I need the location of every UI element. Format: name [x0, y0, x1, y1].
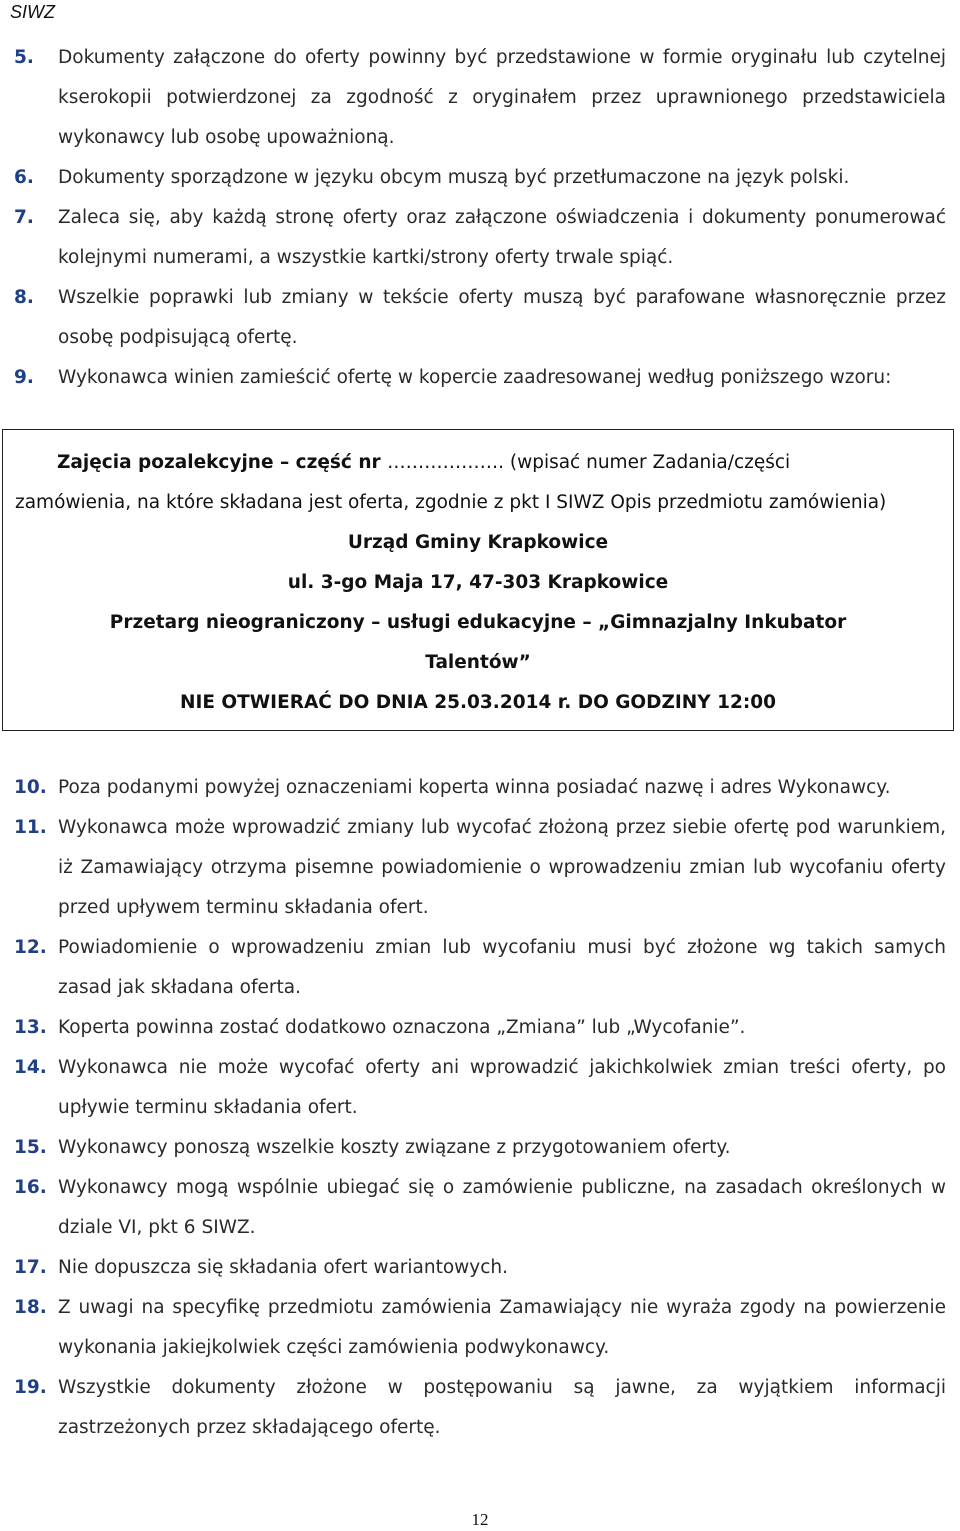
item-number: 6. — [14, 167, 34, 188]
item-text: Zaleca się, aby każdą stronę oferty oraz załączone oświadczenia i dokumenty ponumerować kolejnymi numerami, a wszystkie kartki/strony oferty trwale spiąć. — [58, 207, 946, 268]
envelope-recipient: Urząd Gminy Krapkowice — [347, 532, 609, 553]
item-text: Wszelkie poprawki lub zmiany w tekście oferty muszą być parafowane własnoręcznie przez osobę podpisującą ofertę. — [58, 287, 946, 348]
envelope-tender-title-continued: Talentów” — [425, 652, 531, 673]
document-header-tag: SIWZ — [10, 2, 55, 22]
item-text: Wykonawcy ponoszą wszelkie koszty związane z przygotowaniem oferty. — [58, 1137, 731, 1158]
item-text: Wszystkie dokumenty złożone w postępowaniu są jawne, za wyjątkiem informacji zastrzeżonych przez składającego ofertę. — [58, 1377, 946, 1438]
envelope-subject: Zajęcia pozalekcyjne – część nr — [57, 452, 388, 473]
envelope-template-box — [2, 429, 954, 731]
item-number: 11. — [14, 817, 47, 838]
requirements-list-bottom — [14, 768, 946, 1448]
list-item — [14, 1168, 946, 1248]
item-text: Poza podanymi powyżej oznaczeniami koperta winna posiadać nazwę i adres Wykonawcy. — [58, 777, 891, 798]
list-item — [14, 1008, 946, 1048]
envelope-subject-note: (wpisać numer Zadania/części — [503, 452, 791, 473]
envelope-address: ul. 3-go Maja 17, 47-303 Krapkowice — [287, 572, 669, 593]
item-number: 14. — [14, 1057, 47, 1078]
item-number: 17. — [14, 1257, 47, 1278]
list-item — [14, 808, 946, 928]
item-text: Wykonawca może wprowadzić zmiany lub wycofać złożoną przez siebie ofertę pod warunkiem, iż Zamawiający otrzyma pisemne powiadomienie o wprowadzeniu zmian lub wycofaniu oferty przed upływem terminu składania ofert. — [58, 817, 946, 918]
item-text: Dokumenty sporządzone w języku obcym muszą być przetłumaczone na język polski. — [58, 167, 850, 188]
list-item — [14, 1288, 946, 1368]
envelope-subject-dots: ………………. — [387, 452, 504, 473]
item-text: Koperta powinna zostać dodatkowo oznaczona „Zmiana” lub „Wycofanie”. — [58, 1017, 746, 1038]
item-text: Wykonawcy mogą wspólnie ubiegać się o zamówienie publiczne, na zasadach określonych w dziale VI, pkt 6 SIWZ. — [58, 1177, 946, 1238]
item-text: Wykonawca winien zamieścić ofertę w kopercie zaadresowanej według poniższego wzoru: — [58, 367, 892, 388]
item-number: 8. — [14, 287, 34, 308]
item-number: 12. — [14, 937, 47, 958]
item-text: Dokumenty załączone do oferty powinny być przedstawione w formie oryginału lub czytelnej kserokopii potwierdzonej za zgodność z oryginałem przez uprawnionego przedstawiciela wykonawcy lub osobę upoważnioną. — [58, 47, 946, 148]
list-item — [14, 768, 946, 808]
item-number: 9. — [14, 367, 34, 388]
list-item — [14, 278, 946, 358]
item-text: Powiadomienie o wprowadzeniu zmian lub wycofaniu musi być złożone wg takich samych zasad jak składana oferta. — [58, 937, 946, 998]
list-item — [14, 1248, 946, 1288]
envelope-subject-note-continued: zamówienia, na które składana jest oferta, zgodnie z pkt I SIWZ Opis przedmiotu zamówienia) — [15, 492, 887, 513]
item-number: 13. — [14, 1017, 47, 1038]
list-item — [14, 928, 946, 1008]
list-item — [14, 1368, 946, 1448]
page-number: 12 — [471, 1510, 489, 1529]
list-item — [14, 38, 946, 158]
item-text: Nie dopuszcza się składania ofert wariantowych. — [58, 1257, 509, 1278]
item-number: 16. — [14, 1177, 47, 1198]
envelope-subject-line — [57, 443, 907, 483]
item-number: 5. — [14, 47, 34, 68]
item-number: 10. — [14, 777, 47, 798]
item-number: 19. — [14, 1377, 47, 1398]
item-number: 7. — [14, 207, 34, 228]
requirements-list-top — [14, 38, 946, 398]
item-text: Wykonawca nie może wycofać oferty ani wprowadzić jakichkolwiek zmian treści oferty, po upływie terminu składania ofert. — [58, 1057, 946, 1118]
envelope-do-not-open-warning: NIE OTWIERAĆ DO DNIA 25.03.2014 r. DO GODZINY 12:00 — [179, 692, 777, 713]
envelope-tender-title: Przetarg nieograniczony – usługi edukacyjne – „Gimnazjalny Inkubator — [109, 612, 847, 633]
list-item — [14, 1048, 946, 1128]
item-number: 18. — [14, 1297, 47, 1318]
list-item — [14, 158, 946, 198]
list-item — [14, 1128, 946, 1168]
list-item — [14, 198, 946, 278]
item-text: Z uwagi na specyfikę przedmiotu zamówienia Zamawiający nie wyraża zgody na powierzenie wykonania jakiejkolwiek części zamówienia podwykonawcy. — [58, 1297, 946, 1358]
item-number: 15. — [14, 1137, 47, 1158]
list-item — [14, 358, 946, 398]
